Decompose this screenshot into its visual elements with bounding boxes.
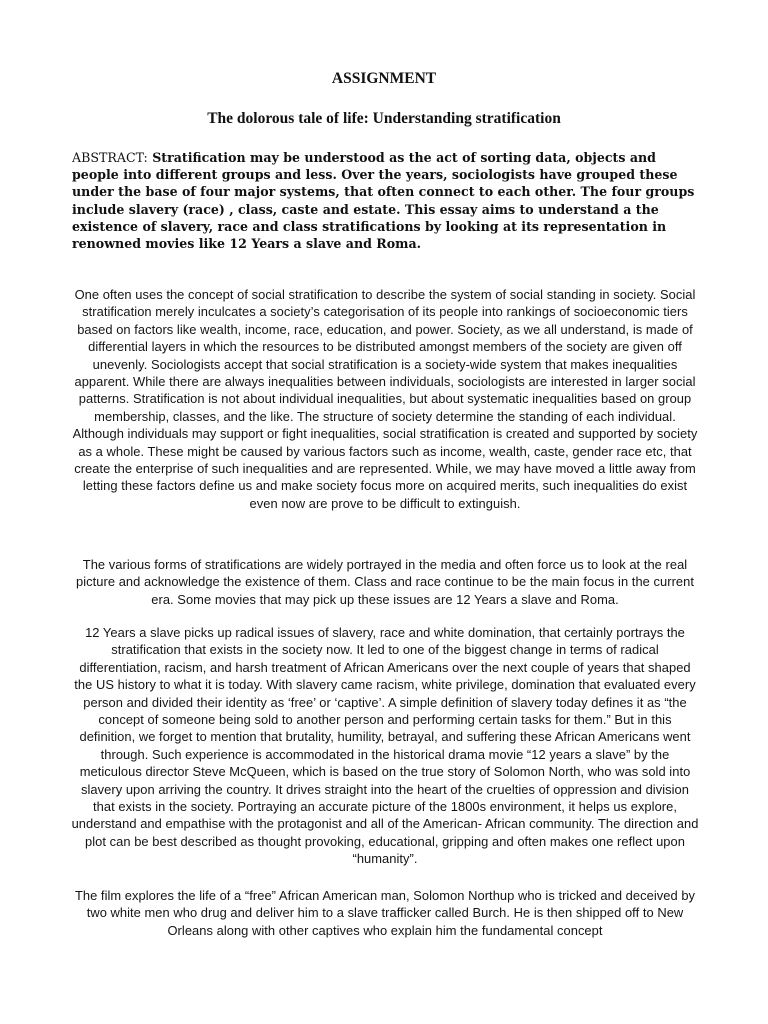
- body-paragraph-3: 12 Years a slave picks up radical issues of slavery, race and white domination, that certainly portrays the stratification that exists in the society now. It led to one of the biggest change in terms of radical differentiation, racism, and harsh treatment of African Americans over the next couple of years that shaped the US history to what it is today. With slavery came racism, white privilege, domination that evaluated every person and divided their identity as ‘free’ or ‘captive’. A simple definition of slavery today defines it as “the concept of someone being sold to another person and performing certain tasks for them.” But in this definition, we forget to mention that brutality, humility, betrayal, and suffering these African Americans went through. Such experience is accommodated in the historical drama movie “12 years a slave” by the meticulous director Steve McQueen, which is based on the true story of Solomon North, who was sold into slavery upon arriving the country. It drives straight into the heart of the cruelties of oppression and division that exists in the society. Portraying an accurate picture of the 1800s environment, it helps us explore, understand and empathise with the protagonist and all of the American- African community. The direction and plot can be best described as thought provoking, educational, gripping and often makes one reflect upon “humanity”.: [71, 625, 699, 867]
- abstract-label: ABSTRACT:: [72, 150, 148, 165]
- abstract-text: Stratification may be understood as the act of sorting data, objects and people into different groups and less. Over the years, sociologists have grouped these under the base of four major systems, that often connect to each other. The four groups include slavery (race) , class, caste and estate. This essay aims to understand a the existence of slavery, race and class stratifications by looking at its representation in renowned movies like 12 Years a slave and Roma.: [72, 150, 695, 252]
- body-paragraph-2: The various forms of stratifications are widely portrayed in the media and often force us to look at the real picture and acknowledge the existence of them. Class and race continue to be the main focus in the current era. Some movies that may pick up these issues are 12 Years a slave and Roma.: [76, 557, 694, 607]
- body-paragraph-4: The film explores the life of a “free” African American man, Solomon Northup who is tricked and deceived by two white men who drug and deliver him to a slave trafficker called Burch. He is then shipped off to New Orleans along with other captives who explain him the fundamental concept: [74, 888, 696, 938]
- body-paragraph-1: One often uses the concept of social stratification to describe the system of social standing in society. Social stratification merely inculcates a society’s categorisation of its people into rankings of socioeconomic tiers based on factors like wealth, income, race, education, and power. Society, as we all understand, is made of differential layers in which the resources to be distributed amongst members of the society are given off unevenly. Sociologists accept that social stratification is a society-wide system that makes inequalities apparent. While there are always inequalities between individuals, sociologists are interested in larger social patterns. Stratification is not about individual inequalities, but about systematic inequalities based on group membership, classes, and the like. The structure of society determine the standing of each individual. Although individuals may support or fight inequalities, social stratification is created and supported by society as a whole. These might be caused by various factors such as income, wealth, caste, gender race etc, that create the enterprise of such inequalities and are represented. While, we may have moved a little away from letting these factors define us and make society focus more on acquired merits, such inequalities do exist even now are prove to be difficult to extinguish.: [72, 287, 698, 511]
- abstract-block: [72, 149, 702, 252]
- document-heading: ASSIGNMENT: [331, 70, 437, 87]
- document-title: The dolorous tale of life: Understanding stratification: [207, 110, 561, 127]
